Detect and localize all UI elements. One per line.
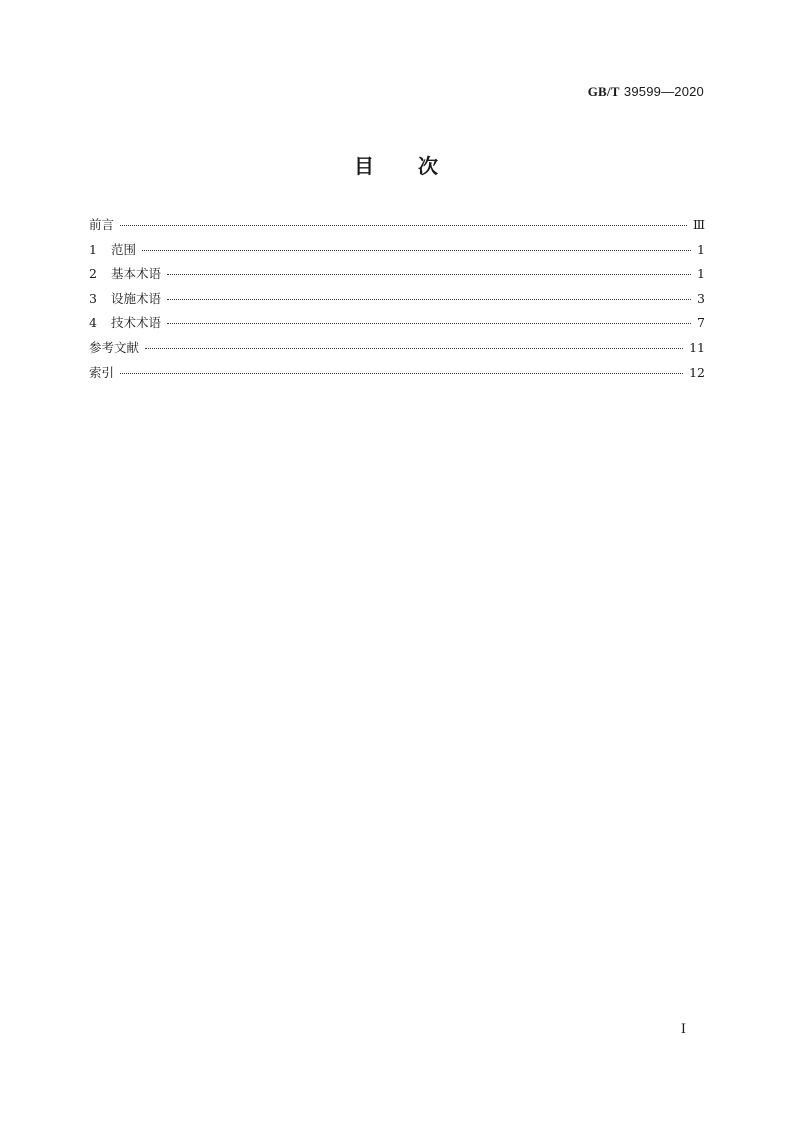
title-char-2: 次 bbox=[418, 154, 440, 178]
toc-entry-number: 2 bbox=[89, 266, 97, 282]
toc-entry-label: 设施术语 bbox=[111, 290, 162, 306]
toc-entry-scope[interactable] bbox=[89, 240, 705, 265]
standard-number bbox=[588, 84, 704, 100]
toc-entry-facility-terms[interactable] bbox=[89, 289, 705, 314]
title-char-1: 目 bbox=[354, 154, 376, 178]
toc-entry-technical-terms[interactable] bbox=[89, 313, 705, 338]
toc-entry-basic-terms[interactable] bbox=[89, 264, 705, 289]
toc-entry-label: 前言 bbox=[89, 217, 115, 232]
toc-entry-page: 1 bbox=[697, 266, 705, 282]
toc-entry-number: 3 bbox=[89, 290, 97, 306]
toc-entry-page: 12 bbox=[689, 364, 705, 380]
toc-leader-dots bbox=[145, 348, 683, 349]
toc-entry-label: 技术术语 bbox=[111, 315, 162, 331]
toc-entry-label: 范围 bbox=[111, 241, 137, 257]
toc-entry-page: 1 bbox=[697, 241, 705, 257]
toc-entry-number: 1 bbox=[89, 241, 97, 257]
toc-entry-number: 4 bbox=[89, 315, 97, 331]
toc-entry-label: 索引 bbox=[89, 364, 115, 380]
toc-leader-dots bbox=[120, 225, 687, 226]
standard-code: GB/T bbox=[587, 84, 620, 99]
toc-entry-page: Ⅲ bbox=[692, 217, 705, 232]
toc-entry-page: 7 bbox=[697, 315, 705, 331]
toc-entry-label: 基本术语 bbox=[111, 266, 162, 282]
toc-leader-dots bbox=[167, 299, 691, 300]
toc-leader-dots bbox=[142, 250, 691, 251]
toc-entry-references[interactable] bbox=[89, 338, 705, 363]
page-title bbox=[0, 150, 794, 179]
toc-entry-page: 11 bbox=[689, 339, 705, 355]
table-of-contents bbox=[89, 215, 705, 387]
standard-digits: 39599—2020 bbox=[623, 84, 704, 99]
toc-entry-label: 参考文献 bbox=[89, 339, 140, 355]
toc-entry-page: 3 bbox=[697, 290, 705, 306]
toc-entry-foreword[interactable] bbox=[89, 215, 705, 240]
toc-entry-index[interactable] bbox=[89, 363, 705, 388]
toc-leader-dots bbox=[167, 323, 691, 324]
toc-leader-dots bbox=[167, 274, 691, 275]
toc-leader-dots bbox=[120, 373, 683, 374]
page-number: I bbox=[680, 1022, 686, 1037]
